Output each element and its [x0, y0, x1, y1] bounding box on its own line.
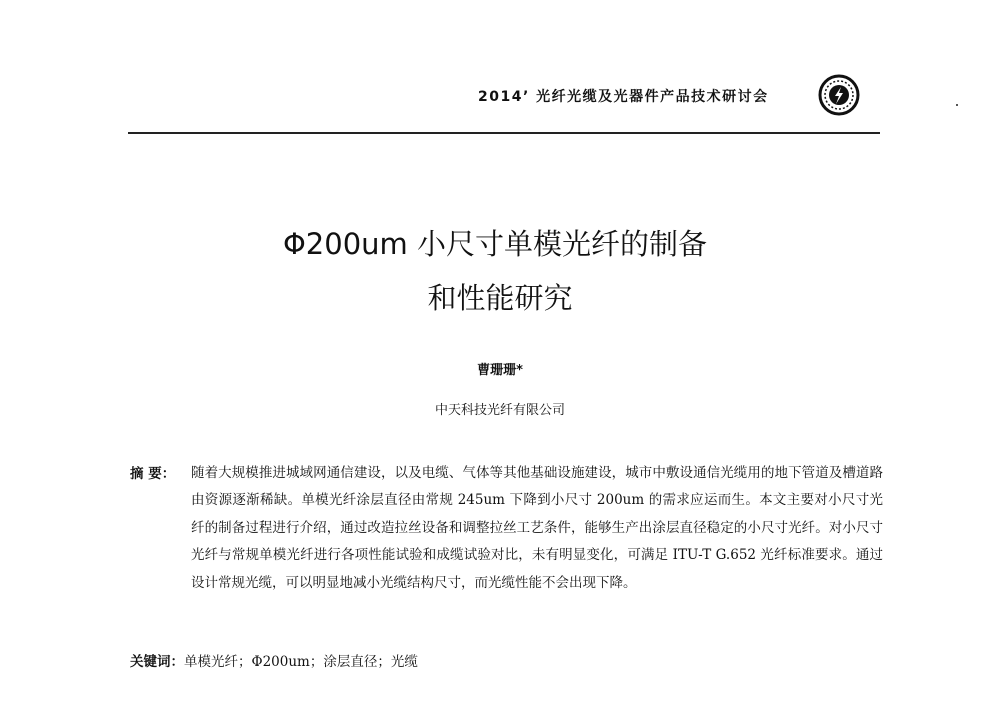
author-affiliation: 中天科技光纤有限公司	[434, 403, 565, 418]
conference-logo-icon	[818, 74, 860, 116]
paper-title-line1: Φ200um 小尺寸单模光纤的制备	[282, 227, 708, 261]
keywords-label: 关键词：	[130, 654, 184, 670]
keywords-text: 单模光纤；Φ200um；涂层直径；光缆	[184, 654, 418, 670]
paper-title-line2: 和性能研究	[427, 281, 573, 315]
abstract-body: 随着大规模推进城域网通信建设，以及电缆、气体等其他基础设施建设，城市中敷设通信光缆用的地下管道及槽道路由资源逐渐稀缺。单模光纤涂层直径由常规 245um 下降到小尺寸 200um 的需求应运而生。本文主要对小尺寸光纤的制备过程进行介绍，通过改造拉丝设备和调整拉丝工艺条件，能够生产出涂层直径稳定的小尺寸光纤。对小尺寸光纤与常规单模光纤进行各项性能试验和成缆试验对比，未有明显变化，可满足 ITU-T G.652 光纤标准要求。通过设计常规光缆，可以明显地减小光缆结构尺寸，而光缆性能不会出现下降。	[191, 465, 883, 591]
keywords-line	[130, 650, 418, 670]
header-divider	[128, 132, 880, 134]
scan-speck	[956, 104, 958, 106]
conference-header: 2014’ 光纤光缆及光器件产品技术研讨会	[478, 89, 769, 105]
author-name: 曹珊珊*	[477, 363, 523, 378]
abstract-label: 摘 要：	[130, 466, 176, 482]
